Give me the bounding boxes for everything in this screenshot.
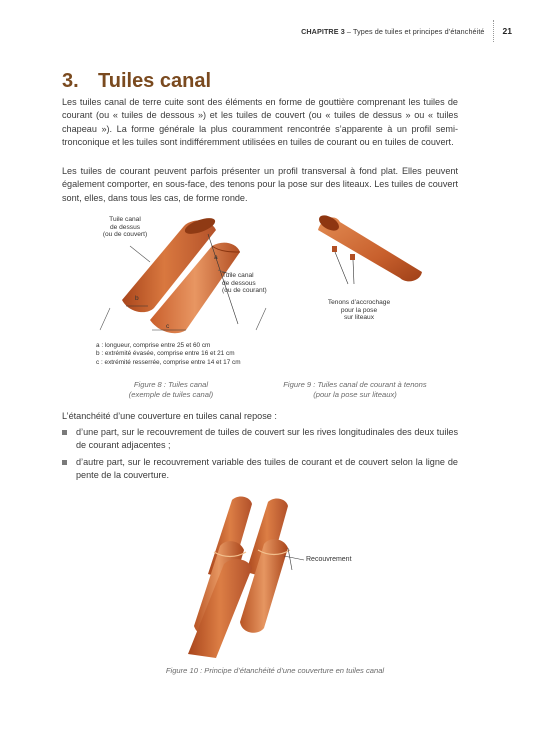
dim-b-label: b: [135, 295, 139, 302]
figure-10-caption: Figure 10 : Principe d’étanchéité d’une couverture en tuiles canal: [165, 666, 385, 675]
paragraph-1: Les tuiles canal de terre cuite sont des éléments en forme de gouttière comprenant les tuiles de courant (ou « tuiles de dessous ») et les tuiles de couvert (ou « tuiles de dessus » ou « tuiles chapeau »). La forme générale la plus couramment rencontrée s’apparente à un profil semi-tronconique et les tuiles sont indifféremment utilisées en tuiles de courant ou en tuiles de couvert.: [62, 97, 458, 147]
dim-a-label: a: [214, 254, 218, 261]
section-number: 3.: [62, 70, 79, 92]
figure-8-caption: Figure 8 : Tuiles canal (exemple de tuiles canal): [128, 380, 214, 399]
bullet-square-icon: [62, 430, 67, 435]
paragraph-3: L’étanchéité d’une couverture en tuiles canal repose :: [62, 411, 277, 421]
label-recouvrement: Recouvrement: [306, 556, 352, 563]
paragraph-2: Les tuiles de courant peuvent parfois présenter un profil transversal à fond plat. Elles peuvent également comporter, en sous-face, des tenons pour la pose sur des liteaux. Les tuiles de couvert sont, elles, dans tous les cas, de forme ronde.: [62, 166, 458, 203]
dim-c-label: c: [166, 323, 170, 330]
running-header: [301, 20, 512, 42]
label-tuile-dessus: Tuile canal de dessus (ou de couvert): [102, 216, 148, 239]
figure-9-illustration: [310, 208, 430, 288]
label-tenons: Tenons d’accrochage pour la pose sur liteaux: [327, 299, 391, 322]
page-number: 21: [502, 26, 512, 36]
bullet-item: d’autre part, sur le recouvrement variable des tuiles de courant et de couvert selon la ligne de pente de la couverture.: [62, 456, 458, 483]
section-title: [62, 70, 211, 93]
header-divider: [493, 20, 495, 42]
bullet-item: d’une part, sur le recouvrement de tuiles de couvert sur les rives longitudinales des deux tuiles de courant adjacentes ;: [62, 426, 458, 453]
figure-8-legend: a : longueur, comprise entre 25 et 60 cm b : extrémité évasée, comprise entre 16 et 21 cm c : extrémité resserrée, comprise entre 14 et 17 cm: [96, 342, 241, 366]
section-heading: Tuiles canal: [98, 70, 212, 92]
bullet-square-icon: [62, 460, 67, 465]
label-tuile-dessous: Tuile canal de dessous (ou de courant): [222, 272, 267, 295]
header-chapter: CHAPITRE 3 – Types de tuiles et principes d’étanchéité: [301, 26, 485, 36]
figure-9-caption: Figure 9 : Tuiles canal de courant à tenons (pour la pose sur liteaux): [283, 380, 427, 399]
figure-10-illustration: [180, 494, 330, 659]
bullet-list: [62, 426, 458, 485]
